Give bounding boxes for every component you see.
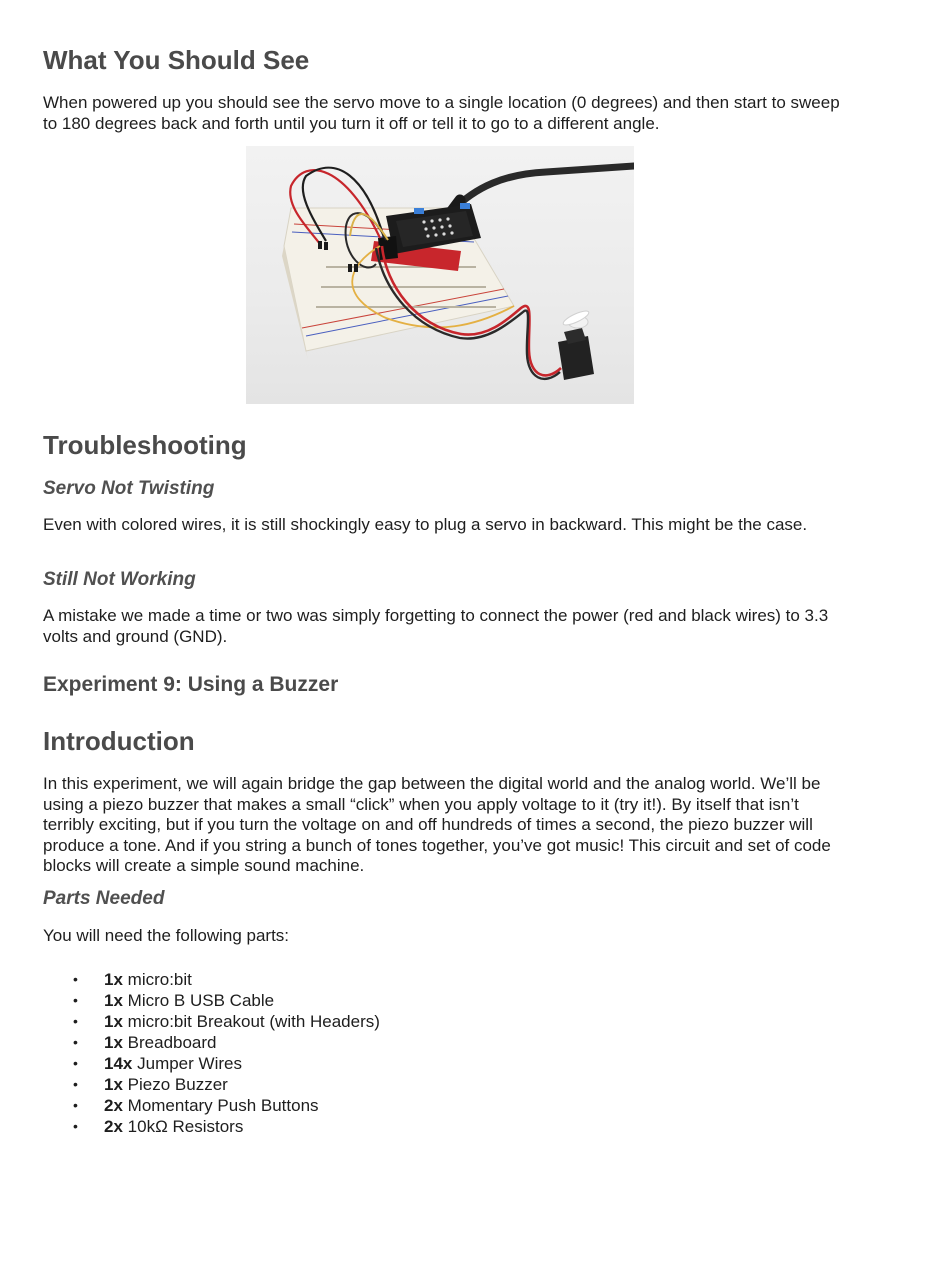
bullet: • [73,1118,78,1134]
list-item [43,990,380,1011]
bullet: • [73,1055,78,1071]
list-item [43,1074,380,1095]
bullet: • [73,1076,78,1092]
list-item [43,1095,380,1116]
part-quantity: 1x [104,970,123,989]
part-name: micro:bit [127,970,192,989]
part-name: Momentary Push Buttons [127,1096,319,1115]
heading-what-you-should-see: What You Should See [43,45,310,75]
list-item [43,1116,380,1137]
list-item [43,1053,380,1074]
part-quantity: 14x [104,1054,133,1073]
bullet: • [73,971,78,987]
bullet: • [73,992,78,1008]
parts-intro: You will need the following parts: [43,926,290,945]
heading-parts-needed: Parts Needed [43,888,165,909]
parts-list [43,969,380,1137]
list-item [43,1011,380,1032]
heading-introduction: Introduction [43,726,195,756]
paragraph-still-not-working: A mistake we made a time or two was simply forgetting to connect the power (red and black wires) to 3.3 volts and ground (GND). [43,606,829,646]
heading-still-not-working: Still Not Working [43,569,196,590]
bullet: • [73,1034,78,1050]
list-item [43,969,380,990]
heading-troubleshooting: Troubleshooting [43,430,247,460]
part-quantity: 1x [104,991,123,1010]
paragraph-introduction: In this experiment, we will again bridge the gap between the digital world and the analog world. We’ll be using a piezo buzzer that makes a small “click” when you apply voltage to it (try it!). By itself that isn’t terribly exciting, but if you turn the voltage on and off hundreds of times a second, the piezo buzzer will produce a tone. And if you string a bunch of tones together, you’ve got music! This circuit and set of code blocks will create a simple sound machine. [43,774,831,875]
heading-servo-not-twisting: Servo Not Twisting [43,478,215,499]
part-name: 10kΩ Resistors [127,1117,244,1136]
bullet: • [73,1013,78,1029]
part-quantity: 2x [104,1096,123,1115]
list-item [43,1032,380,1053]
heading-experiment-9: Experiment 9: Using a Buzzer [43,673,339,696]
part-quantity: 1x [104,1012,123,1031]
part-name: Micro B USB Cable [127,991,275,1010]
bullet: • [73,1097,78,1113]
part-name: Jumper Wires [137,1054,242,1073]
part-name: Piezo Buzzer [127,1075,228,1094]
paragraph-what-you-should-see: When powered up you should see the servo move to a single location (0 degrees) and then start to sweep to 180 degrees back and forth until you turn it off or tell it to go to a different angle. [43,93,840,133]
part-name: Breadboard [127,1033,217,1052]
paragraph-servo-not-twisting: Even with colored wires, it is still shockingly easy to plug a servo in backward. This might be the case. [43,515,808,534]
part-quantity: 1x [104,1033,123,1052]
part-quantity: 1x [104,1075,123,1094]
part-name: micro:bit Breakout (with Headers) [127,1012,380,1031]
part-quantity: 2x [104,1117,123,1136]
servo-circuit-photo [246,146,634,404]
